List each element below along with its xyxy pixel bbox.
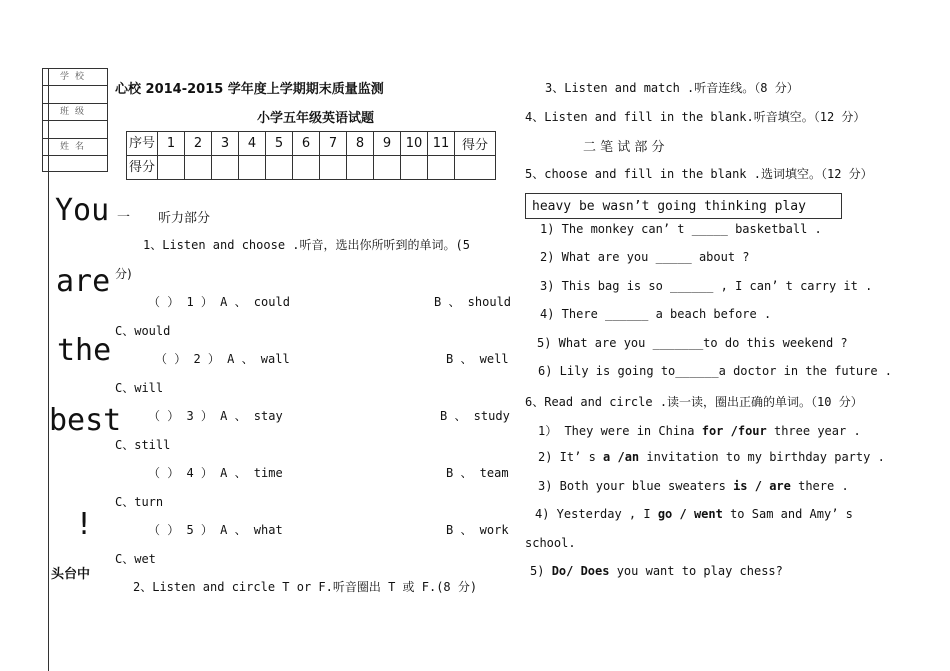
motto-word: ! — [75, 507, 94, 542]
school-label: 学校 — [43, 69, 107, 86]
motto-word: the — [57, 333, 112, 368]
q6-choice[interactable]: a /an — [603, 450, 640, 464]
question-number: 9 — [374, 132, 401, 156]
school-field[interactable] — [43, 86, 107, 104]
q1-option-b: B 、 team — [446, 466, 509, 480]
q6-item — [535, 507, 853, 521]
q5-item: 2) What are you _____ about ? — [540, 250, 750, 264]
q1-option-c: C、wet — [115, 552, 156, 566]
q6-item — [538, 450, 885, 464]
q6-item-post: you want to play chess? — [609, 564, 783, 578]
question-number: 11 — [428, 132, 455, 156]
score-cell[interactable] — [320, 156, 347, 180]
q6-choice[interactable]: go / went — [657, 507, 723, 521]
q6-item — [530, 564, 783, 578]
q1-prompt: 1、Listen and choose .听音，选出你所听到的单词。(5 — [143, 238, 470, 252]
score-cell[interactable] — [158, 156, 185, 180]
q1-option-c: C、would — [115, 324, 171, 338]
question-number: 10 — [401, 132, 428, 156]
q6-item-post: there . — [790, 479, 849, 493]
q6-item-post: three year . — [766, 424, 861, 438]
q1-item: （ ） 3 ） A 、 stay — [148, 409, 283, 423]
word-bank-box: heavy be wasn’t going thinking play — [525, 193, 842, 219]
q6-item-cont: school. — [525, 536, 576, 550]
q6-item — [538, 422, 861, 439]
q1-item: （ ） 5 ） A 、 what — [148, 523, 283, 537]
score-cell[interactable] — [185, 156, 212, 180]
question-number: 3 — [212, 132, 239, 156]
q1-item: （ ） 1 ） A 、 could — [148, 295, 290, 309]
section-one-label: 听力部分 — [158, 211, 211, 226]
side-note: 头台中 — [51, 567, 91, 582]
score-cell[interactable] — [401, 156, 428, 180]
question-number: 4 — [239, 132, 266, 156]
q1-option-b: B 、 study — [440, 409, 510, 423]
q1-item: （ ） 2 ） A 、 wall — [155, 352, 290, 366]
q1-option-c: C、turn — [115, 495, 164, 509]
q6-choice[interactable]: is / are — [733, 479, 791, 493]
name-label: 姓名 — [43, 139, 107, 156]
q6-choice[interactable]: Do/ Does — [551, 564, 610, 578]
q3-prompt: 3、Listen and match .听音连线。（8 分） — [545, 81, 799, 95]
question-number: 1 — [158, 132, 185, 156]
question-number: 5 — [266, 132, 293, 156]
score-table — [126, 131, 496, 180]
binding-line — [48, 68, 49, 671]
q1-item: （ ） 4 ） A 、 time — [148, 466, 283, 480]
q5-item: 3) This bag is so ______ , I can’ t carry it . — [540, 279, 873, 293]
q6-item-pre: 5) — [530, 564, 552, 578]
q6-choice[interactable]: for /four — [701, 424, 767, 438]
q1-option-c: C、still — [115, 438, 171, 452]
q5-item: 5) What are you _______to do this weekend ? — [537, 336, 848, 350]
score-cell[interactable] — [374, 156, 401, 180]
q5-item: 6) Lily is going to______a doctor in the future . — [538, 364, 893, 378]
section-one-mark: 一 — [117, 210, 131, 225]
q6-item-pre: 3) Both your blue sweaters — [538, 479, 734, 493]
q6-item-pre: 4) Yesterday , I — [535, 507, 658, 521]
q6-item-post: to Sam and Amy’ s — [722, 507, 853, 521]
name-field[interactable] — [43, 156, 107, 173]
q2-prompt: 2、Listen and circle T or F.听音圈出 T 或 F.(8 分) — [133, 580, 478, 594]
q6-item-pre: 1） They were in China — [538, 424, 702, 438]
score-cell[interactable] — [239, 156, 266, 180]
q1-option-b: B 、 well — [446, 352, 509, 366]
score-cell[interactable] — [347, 156, 374, 180]
student-info-box — [42, 68, 108, 172]
exam-subtitle: 小学五年级英语试题 — [257, 111, 375, 126]
q1-option-b: B 、 should — [434, 295, 512, 309]
total-label: 得分 — [455, 132, 496, 156]
motto-word: are — [56, 264, 111, 299]
class-field[interactable] — [43, 121, 107, 139]
q6-item-post: invitation to my birthday party . — [639, 450, 885, 464]
q1-option-b: B 、 work — [446, 523, 509, 537]
row-label-score: 得分 — [127, 156, 158, 180]
question-number: 8 — [347, 132, 374, 156]
question-number: 2 — [185, 132, 212, 156]
motto-word: best — [49, 403, 122, 438]
row-label-number: 序号 — [127, 132, 158, 156]
q6-item — [538, 479, 849, 493]
score-cell[interactable] — [455, 156, 496, 180]
q1-option-c: C、will — [115, 381, 164, 395]
score-cell[interactable] — [293, 156, 320, 180]
q6-prompt: 6、Read and circle .读一读，圈出正确的单词。（10 分） — [525, 395, 863, 409]
question-number: 6 — [293, 132, 320, 156]
q6-item-pre: 2) It’ s — [538, 450, 604, 464]
score-cell[interactable] — [428, 156, 455, 180]
score-cell[interactable] — [212, 156, 239, 180]
q4-prompt: 4、Listen and fill in the blank.听音填空。（12 分） — [525, 110, 866, 124]
q5-prompt: 5、choose and fill in the blank .选词填空。（12 分） — [525, 167, 873, 181]
section-two-label: 二 笔 试 部 分 — [583, 140, 665, 155]
class-label: 班级 — [43, 104, 107, 121]
q5-item: 4) There ______ a beach before . — [540, 307, 772, 321]
question-number: 7 — [320, 132, 347, 156]
score-cell[interactable] — [266, 156, 293, 180]
motto-word: You — [55, 193, 110, 228]
exam-title: 心校 2014-2015 学年度上学期期末质量监测 — [115, 82, 384, 97]
q5-item: 1) The monkey can’ t _____ basketball . — [540, 222, 822, 236]
q1-prompt-cont: 分) — [115, 267, 132, 281]
